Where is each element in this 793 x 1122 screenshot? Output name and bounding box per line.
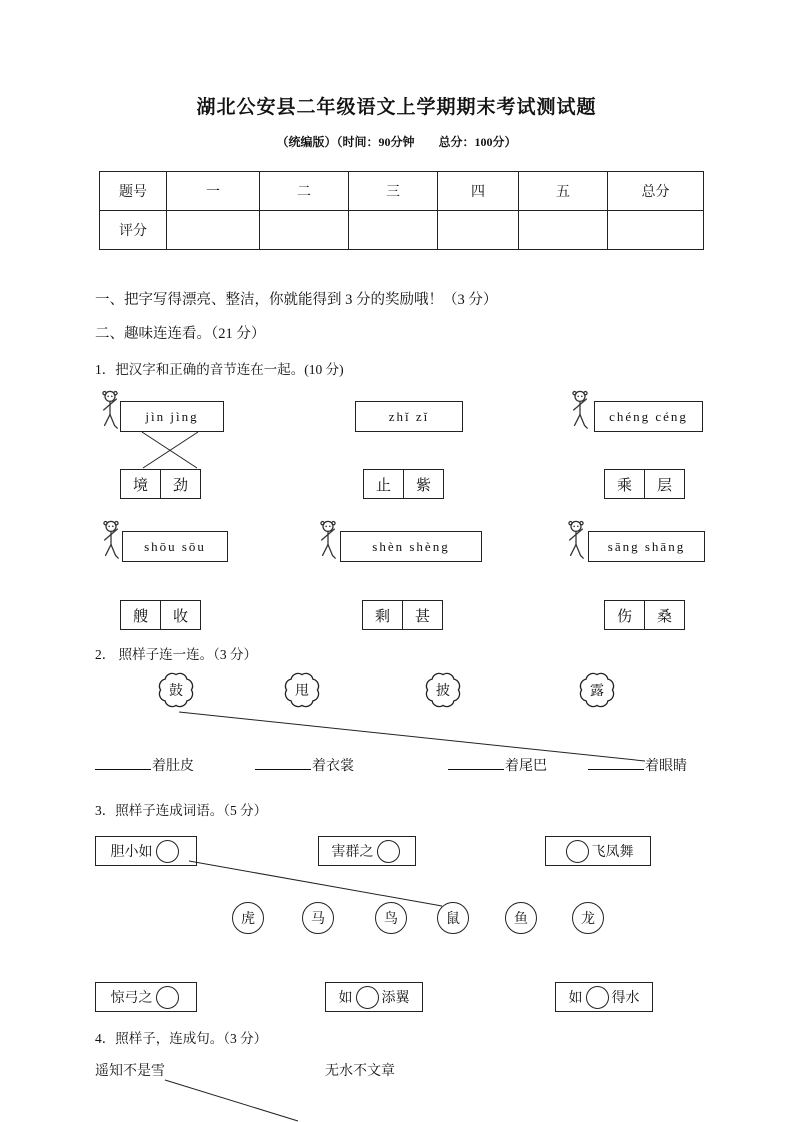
exam-subtitle: （统编版）（时间：90分钟 总分：100分）: [276, 135, 517, 149]
q2-badge: [421, 668, 465, 712]
q1-label: 1．把汉字和正确的音节连在一起。(10 分): [95, 362, 344, 377]
score-cell: [349, 211, 438, 250]
q1-pinyin-box: sāng shāng: [588, 531, 705, 562]
q4-right-phrase: 无水不文章: [325, 1064, 395, 1079]
q1-char-pair: [120, 469, 201, 499]
word-post: 飞凤舞: [591, 845, 634, 860]
mascot-icon: [318, 519, 338, 561]
score-header-cell: 题号: [100, 172, 167, 211]
q3-option-circle: 鱼: [505, 902, 537, 934]
answer-line: [189, 861, 442, 906]
mascot-icon: [100, 389, 120, 431]
q1-pinyin-box: jìn jìng: [120, 401, 224, 432]
q3-word-box: [318, 836, 416, 866]
q3-option-circle: 龙: [572, 902, 604, 934]
q1-char-cell: 乘: [604, 469, 645, 499]
word-pre: 胆小如: [110, 845, 153, 860]
q1-pinyin-box: shōu sōu: [122, 531, 228, 562]
answer-circle: [156, 986, 179, 1009]
answer-line: [142, 432, 197, 468]
q3-word-box: [545, 836, 651, 866]
blank-label: 着衣裳: [312, 759, 354, 774]
q4-label: 4．照样子，连成句。（3 分）: [95, 1031, 268, 1046]
q1-pinyin-box: zhǐ zǐ: [355, 401, 463, 432]
badge-char: 甩: [295, 684, 309, 699]
score-cell: [519, 211, 608, 250]
word-pre: 如: [338, 991, 353, 1006]
mascot-icon: [566, 519, 586, 561]
q1-char-cell: 止: [363, 469, 404, 499]
q3-option-circle: 虎: [232, 902, 264, 934]
q1-char-cell: 甚: [402, 600, 443, 630]
exam-title: 湖北公安县二年级语文上学期期末考试测试题: [196, 97, 597, 118]
q1-pinyin-box: chéng céng: [594, 401, 703, 432]
blank-label: 着尾巴: [505, 759, 547, 774]
q1-char-cell: 收: [160, 600, 201, 630]
badge-char: 披: [436, 684, 450, 699]
score-cell: [167, 211, 260, 250]
answer-circle: [566, 840, 589, 863]
answer-circle: [377, 840, 400, 863]
answer-circle: [586, 986, 609, 1009]
word-pre: 害群之: [331, 845, 374, 860]
mascot-icon: [101, 519, 121, 561]
score-header-cell: 二: [260, 172, 349, 211]
word-pre: 惊弓之: [110, 991, 153, 1006]
q1-char-cell: 紫: [403, 469, 444, 499]
section-1-heading: 一、把字写得漂亮、整洁，你就能得到 3 分的奖励哦！（3 分）: [95, 292, 498, 308]
score-header-cell: 五: [519, 172, 608, 211]
q4-left-phrase: 遥知不是雪: [95, 1064, 165, 1079]
q3-word-box: [555, 982, 653, 1012]
blank-label: 着肚皮: [152, 759, 194, 774]
q1-char-pair: [363, 469, 444, 499]
q3-word-box: [95, 836, 197, 866]
badge-char: 露: [590, 684, 604, 699]
q3-word-box: [325, 982, 423, 1012]
score-header-cell: 四: [438, 172, 519, 211]
q3-word-box: [95, 982, 197, 1012]
table-row: [100, 172, 704, 211]
answer-blank: [588, 756, 644, 770]
q1-char-cell: 劲: [160, 469, 201, 499]
score-table: [99, 171, 704, 250]
q2-blank: [588, 755, 687, 775]
q2-badge: [575, 668, 619, 712]
word-post: 得水: [611, 991, 640, 1006]
q2-blank: [255, 755, 354, 775]
q1-pinyin-box: shèn shèng: [340, 531, 482, 562]
q1-char-pair: [362, 600, 443, 630]
q2-badge: [280, 668, 324, 712]
q1-char-cell: 剩: [362, 600, 403, 630]
word-pre: 如: [568, 991, 583, 1006]
section-2-heading: 二、趣味连连看。（21 分）: [95, 326, 266, 342]
score-cell: [260, 211, 349, 250]
q1-char-cell: 艘: [120, 600, 161, 630]
q1-char-pair: [604, 600, 685, 630]
q2-blank: [95, 755, 194, 775]
q3-option-circle: 鼠: [437, 902, 469, 934]
q1-char-pair: [120, 600, 201, 630]
score-header-cell: 总分: [608, 172, 704, 211]
q1-char-cell: 桑: [644, 600, 685, 630]
score-cell: [438, 211, 519, 250]
q2-badge: [154, 668, 198, 712]
q3-label: 3．照样子连成词语。（5 分）: [95, 803, 268, 818]
mascot-icon: [570, 389, 590, 431]
q1-char-cell: 伤: [604, 600, 645, 630]
answer-line: [165, 1080, 298, 1121]
answer-blank: [255, 756, 311, 770]
blank-label: 着眼睛: [645, 759, 687, 774]
score-header-cell: 三: [349, 172, 438, 211]
score-cell: [608, 211, 704, 250]
q3-option-circle: 鸟: [375, 902, 407, 934]
q2-blank: [448, 755, 547, 775]
answer-line: [143, 432, 198, 468]
badge-char: 鼓: [169, 684, 183, 699]
q3-option-circle: 马: [302, 902, 334, 934]
answer-circle: [356, 986, 379, 1009]
word-post: 添翼: [381, 991, 410, 1006]
table-row: [100, 211, 704, 250]
q2-label: 2． 照样子连一连。（3 分）: [95, 647, 257, 662]
q1-char-cell: 境: [120, 469, 161, 499]
answer-blank: [95, 756, 151, 770]
answer-line: [179, 712, 645, 761]
q1-char-pair: [604, 469, 685, 499]
q1-char-cell: 层: [644, 469, 685, 499]
answer-blank: [448, 756, 504, 770]
score-label-cell: 评分: [100, 211, 167, 250]
answer-circle: [156, 840, 179, 863]
score-header-cell: 一: [167, 172, 260, 211]
